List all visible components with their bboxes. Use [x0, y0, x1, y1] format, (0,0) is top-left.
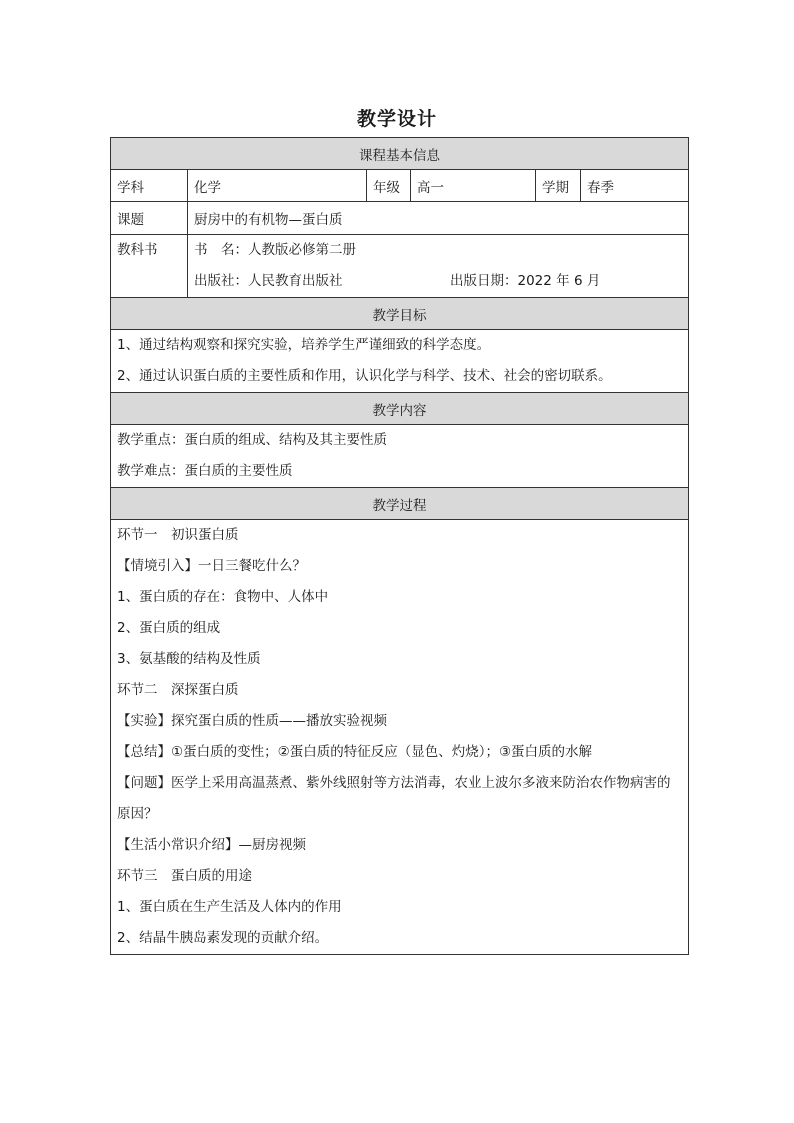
- publisher-row: [194, 266, 682, 297]
- process-row: [111, 520, 689, 955]
- publish-date: 出版日期：2022 年 6 月: [450, 273, 601, 289]
- textbook-label-cell: [111, 235, 188, 298]
- key-point: 教学重点：蛋白质的组成、结构及其主要性质: [117, 432, 387, 448]
- subject-value: 化学: [188, 170, 367, 202]
- process-line: 【问题】医学上采用高温蒸煮、紫外线照射等方法消毒，农业上波尔多液来防治农作物病害的原因？: [117, 775, 671, 822]
- basic-info-header-row: [111, 138, 689, 170]
- objective-item: 1、通过结构观察和探究实验，培养学生严谨细致的科学态度。: [117, 337, 491, 353]
- process-line: 1、蛋白质的存在：食物中、人体中: [117, 589, 329, 605]
- subject-row: [111, 170, 689, 202]
- textbook-label: 教科书: [117, 242, 158, 258]
- process-header: 教学过程: [111, 488, 689, 520]
- textbook-info: [188, 235, 689, 298]
- process-line: 环节二 深探蛋白质: [117, 682, 239, 698]
- topic-value: 厨房中的有机物—蛋白质: [188, 202, 689, 235]
- content-header: 教学内容: [111, 393, 689, 425]
- objectives-header-row: [111, 298, 689, 330]
- objective-item: 2、通过认识蛋白质的主要性质和作用，认识化学与科学、技术、社会的密切联系。: [117, 368, 612, 384]
- objectives-row: [111, 330, 689, 393]
- topic-row: [111, 202, 689, 235]
- book-name: 书 名：人教版必修第二册: [194, 242, 356, 258]
- process-line: 【情境引入】一日三餐吃什么？: [117, 558, 306, 574]
- process-line: 【总结】①蛋白质的变性；②蛋白质的特征反应（显色、灼烧）；③蛋白质的水解: [117, 744, 593, 760]
- textbook-row: [111, 235, 689, 298]
- subject-label: 学科: [111, 170, 188, 202]
- publisher: 出版社：人民教育出版社: [194, 273, 343, 289]
- term-value: 春季: [581, 170, 689, 202]
- grade-value: 高一: [411, 170, 536, 202]
- content-header-row: [111, 393, 689, 425]
- term-label: 学期: [536, 170, 581, 202]
- process-line: 2、结晶牛胰岛素发现的贡献介绍。: [117, 930, 329, 946]
- topic-label: 课题: [111, 202, 188, 235]
- process-list: [111, 520, 689, 955]
- process-line: 1、蛋白质在生产生活及人体内的作用: [117, 899, 342, 915]
- objectives-header: 教学目标: [111, 298, 689, 330]
- process-line: 环节一 初识蛋白质: [117, 527, 239, 543]
- difficulty: 教学难点：蛋白质的主要性质: [117, 463, 293, 479]
- process-line: 【生活小常识介绍】—厨房视频: [117, 837, 306, 853]
- process-header-row: [111, 488, 689, 520]
- process-line: 3、氨基酸的结构及性质: [117, 651, 261, 667]
- basic-info-header: 课程基本信息: [111, 138, 689, 170]
- process-line: 【实验】探究蛋白质的性质——播放实验视频: [117, 713, 387, 729]
- content-row: [111, 425, 689, 488]
- objectives-list: [111, 330, 689, 393]
- process-line: 环节三 蛋白质的用途: [117, 868, 252, 884]
- grade-label: 年级: [367, 170, 411, 202]
- process-line: 2、蛋白质的组成: [117, 620, 221, 636]
- document-title: 教学设计: [356, 108, 437, 130]
- lesson-plan-table: [110, 137, 689, 955]
- content-list: [111, 425, 689, 488]
